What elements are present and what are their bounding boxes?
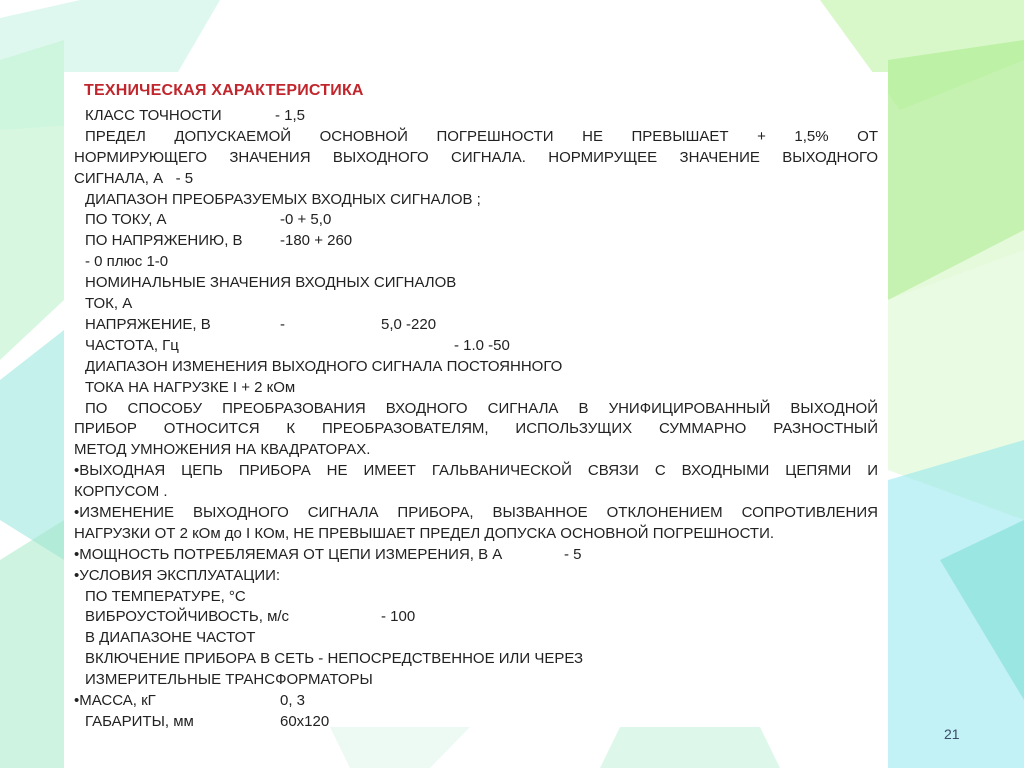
input-range-title: ДИАПАЗОН ПРЕОБРАЗУЕМЫХ ВХОДНЫХ СИГНАЛОВ ;: [85, 190, 481, 208]
vibration-label: ВИБРОУСТОЙЧИВОСТЬ, м/с: [85, 608, 290, 626]
bg-shape: [0, 330, 64, 560]
nominal-voltage-value: 5,0 -220: [381, 315, 437, 333]
error-limit-label: СИГНАЛА, А: [74, 169, 164, 187]
vibration-line: [74, 607, 878, 628]
method-line-1: ПО СПОСОБУ ПРЕОБРАЗОВАНИЯ ВХОДНОГО СИГНАЛА В УНИФИЦИРОВАННЫЙ ВЫХОДНОЙ: [85, 399, 878, 417]
frequency-line: [74, 336, 878, 357]
slide-content-card: [64, 72, 888, 730]
current-range-line: [74, 210, 878, 231]
slide-title: ТЕХНИЧЕСКАЯ ХАРАКТЕРИСТИКА: [84, 82, 364, 99]
output-range-line: ДИАПАЗОН ИЗМЕНЕНИЯ ВЫХОДНОГО СИГНАЛА ПОСТОЯННОГО: [85, 357, 563, 375]
power-line: [74, 545, 878, 566]
spec-text-body: [74, 106, 878, 733]
accuracy-class-line: [74, 106, 878, 127]
nominal-voltage-dash: -: [280, 315, 285, 333]
load-change-line-2: НАГРУЗКИ ОТ 2 кОм до I КОм, НЕ ПРЕВЫШАЕТ ПРЕДЕЛ ДОПУСКА ОСНОВНОЙ ПОГРЕШНОСТИ.: [74, 524, 775, 542]
load-current-line: ТОКА НА НАГРУЗКЕ I + 2 кОм: [85, 378, 296, 396]
plus-range-line: - 0 плюс 1-0: [85, 253, 169, 271]
frequency-label: ЧАСТОТА, Гц: [85, 336, 179, 354]
voltage-range-line: [74, 231, 878, 252]
mass-value: 0, 3: [280, 692, 306, 710]
error-limit-value: - 5: [175, 169, 194, 187]
dimensions-label: ГАБАРИТЫ, мм: [85, 712, 194, 730]
conditions-line: [74, 566, 878, 587]
output-circuit-line-2: КОРПУСОМ .: [74, 483, 168, 501]
voltage-range-label: ПО НАПРЯЖЕНИЮ, В: [85, 232, 243, 250]
mass-label: • МАССА, кГ: [74, 691, 280, 712]
current-range-value: -0 + 5,0: [280, 211, 332, 229]
power-value: - 5: [564, 545, 582, 563]
temperature-line: ПО ТЕМПЕРАТУРЕ, °С: [85, 587, 246, 605]
connection-line: ВКЛЮЧЕНИЕ ПРИБОРА В СЕТЬ - НЕПОСРЕДСТВЕННОЕ ИЛИ ЧЕРЕЗ: [85, 650, 584, 668]
output-circuit-text: • ВЫХОДНАЯ ЦЕПЬ ПРИБОРА НЕ ИМЕЕТ ГАЛЬВАНИЧЕСКОЙ СВЯЗИ С ВХОДНЫМИ ЦЕПЯМИ И: [74, 462, 878, 479]
output-circuit-line-1: [74, 461, 878, 482]
accuracy-class-value: - 1,5: [275, 107, 306, 124]
page-number: 21: [944, 726, 960, 742]
mass-line: [74, 691, 878, 712]
accuracy-class-label: КЛАСС ТОЧНОСТИ: [85, 107, 222, 124]
method-line-3: МЕТОД УМНОЖЕНИЯ НА КВАДРАТОРАХ.: [74, 441, 371, 459]
voltage-range-value: -180 + 260: [280, 232, 353, 250]
bg-shape: [600, 727, 780, 768]
transformers-line: ИЗМЕРИТЕЛЬНЫЕ ТРАНСФОРМАТОРЫ: [85, 671, 373, 689]
load-change-text: • ИЗМЕНЕНИЕ ВЫХОДНОГО СИГНАЛА ПРИБОРА, ВЫЗВАННОЕ ОТКЛОНЕНИЕМ СОПРОТИВЛЕНИЯ: [74, 504, 878, 521]
load-change-line-1: [74, 503, 878, 524]
nominal-values-title: НОМИНАЛЬНЫЕ ЗНАЧЕНИЯ ВХОДНЫХ СИГНАЛОВ: [85, 274, 457, 292]
frequency-value: - 1.0 -50: [454, 336, 510, 354]
error-limit-line-1: ПРЕДЕЛ ДОПУСКАЕМОЙ ОСНОВНОЙ ПОГРЕШНОСТИ НЕ ПРЕВЫШАЕТ + 1,5% ОТ: [85, 127, 878, 145]
bg-shape: [0, 40, 64, 360]
dimensions-line: [74, 712, 878, 733]
freq-range-line: В ДИАПАЗОНЕ ЧАСТОТ: [85, 629, 256, 647]
dimensions-value: 60х120: [280, 712, 330, 730]
nominal-voltage-label: НАПРЯЖЕНИЕ, В: [85, 315, 211, 333]
error-limit-line-2: НОРМИРУЮЩЕГО ЗНАЧЕНИЯ ВЫХОДНОГО СИГНАЛА. НОРМИРУЩЕЕ ЗНАЧЕНИЕ ВЫХОДНОГО: [74, 148, 878, 166]
method-line-2: ПРИБОР ОТНОСИТСЯ К ПРЕОБРАЗОВАТЕЛЯМ, ИСПОЛЬЗУЩИХ СУММАРНО РАЗНОСТНЫЙ: [74, 420, 878, 438]
error-limit-line-3: [74, 169, 878, 190]
bg-shape: [330, 727, 470, 768]
bg-shape: [0, 520, 64, 768]
nominal-current-line: ТОК, А: [85, 295, 133, 313]
conditions-text: • УСЛОВИЯ ЭКСПЛУАТАЦИИ:: [74, 567, 280, 584]
vibration-value: - 100: [381, 608, 416, 626]
power-label: • МОЩНОСТЬ ПОТРЕБЛЯЕМАЯ ОТ ЦЕПИ ИЗМЕРЕНИЯ, В А: [74, 545, 564, 566]
current-range-label: ПО ТОКУ, А: [85, 211, 167, 229]
nominal-voltage-line: [74, 315, 878, 336]
